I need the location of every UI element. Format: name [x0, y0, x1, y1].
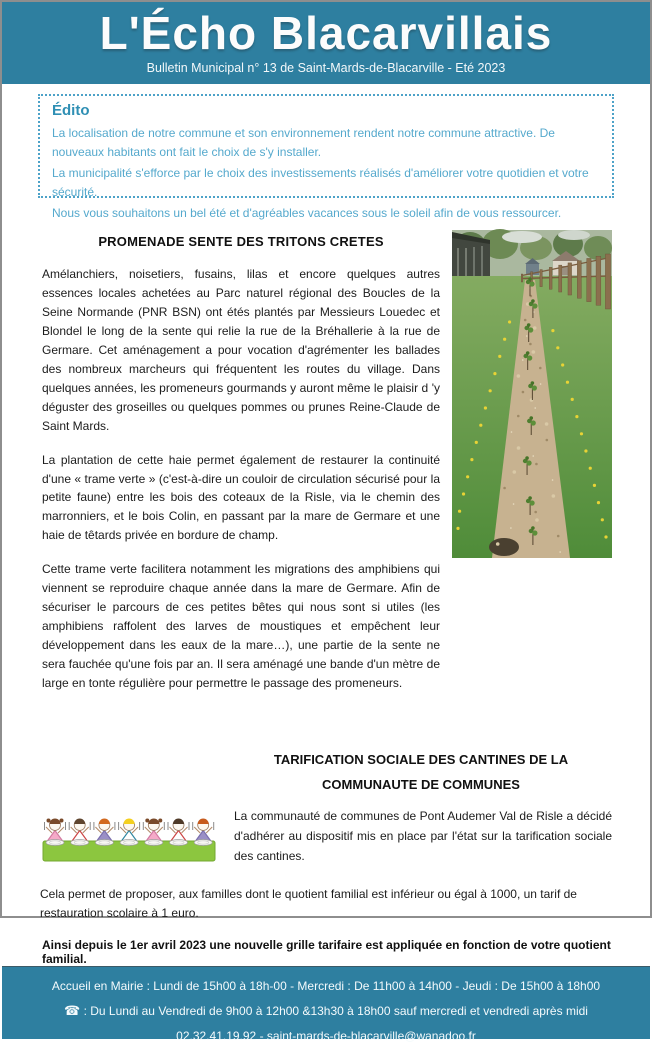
- article-cantines-title: [230, 748, 612, 797]
- bulletin-subtitle: Bulletin Municipal n° 13 de Saint-Mards-de-Blacarville - Eté 2023: [146, 61, 506, 75]
- masthead-banner: [2, 2, 650, 84]
- cantines-body: Cela permet de proposer, aux familles dont le quotient familial est inférieur ou égal à 1000, un tarif de restauration scolaire à 1 euro.: [40, 887, 577, 920]
- bulletin-title: L'Écho Blacarvillais: [99, 7, 553, 59]
- article-paragraph: Cette trame verte facilitera notamment les migrations des amphibiens qui viennent se reproduire chaque année dans la mare de Germare. Afin de sécuriser le parcours de ces petites bêtes qui nous sont si utiles (les amphibiens raffolent des larves de moustiques et empêchent leur développement dans les eaux de la mare…), une partie de la sente ne sera fauchée qu'une fois par an. Il sera aménagé une bande d'un mètre de large en tonte régulière pour permettre le passage des promeneurs.: [42, 562, 440, 691]
- planted-hedge-path-photo: [452, 230, 612, 558]
- article-paragraph: La plantation de cette haie permet également de restaurer la continuité d'une « trame verte » (c'est-à-dire un couloir de circulation sécurisé pour la petite faune) entre les bois des coteaux de la Risle, via le chemin des marronniers, et le bois Colin, en passant par la mare de Germare et une haie de têtards privée en bordure de champ.: [42, 452, 440, 543]
- cantines-intro: La communauté de communes de Pont Audemer Val de Risle a décidé d'adhérer au dispositif mis en place par l'état sur la tarification sociale des cantines.: [234, 809, 612, 863]
- article-paragraph: Amélanchiers, noisetiers, fusains, lilas et encore quelques autres essences locales achetées au Parc naturel régional des Boucles de la Seine Normande (PNR BSN) ont étés plantés par Messieurs Louedec et Blondel le long de la sente qui relie la rue de la Bréhallerie à la rue de Germare. Cet aménagement a pour vocation d'agrémenter les ballades des nombreux marcheurs qui fréquentent les routes du village. Dans quelques années, les promeneurs gourmands y auront même le plaisir d 'y déguster des groseilles ou quelques pommes ou prunes Reine-Claude de Saint Mards.: [42, 267, 440, 433]
- children-school-lunch-clipart: [40, 811, 218, 873]
- footer-opening-hours: Accueil en Mairie : Lundi de 15h00 à 18h-00 - Mercredi : De 11h00 à 14h00 - Jeudi : De 15h00 à 18h00: [51, 978, 601, 993]
- edito-box: [38, 94, 614, 221]
- edito-line: La localisation de notre commune et son environnement rendent notre commune attractive. De nouveaux habitants ont fait le choix de s'y installer.: [52, 126, 555, 159]
- edito-heading: Édito: [52, 102, 90, 119]
- article-tarification-cantines: [40, 748, 612, 966]
- footer-phone-hours: [10, 1003, 642, 1019]
- edito-line: Nous vous souhaitons un bel été et d'agréables vacances sous le soleil afin de vous ressourcer.: [52, 206, 562, 221]
- footer-banner: [2, 966, 650, 1043]
- article-sente-text: [42, 230, 440, 708]
- cantines-highlight: Ainsi depuis le 1er avril 2023 une nouvelle grille tarifaire est appliquée en fonction de votre quotient familial.: [42, 937, 611, 966]
- edito-line: La municipalité s'efforce par le choix des investissements réalisés d'améliorer votre quotidien et votre sécurité.: [52, 166, 589, 199]
- article-sente-tritons: [42, 230, 612, 708]
- cantines-title-line2: COMMUNAUTE DE COMMUNES: [322, 776, 520, 792]
- cantines-row: [40, 805, 612, 873]
- footer-phone-hours-text: : Du Lundi au Vendredi de 9h00 à 12h00 &13h30 à 18h00 sauf mercredi et vendredi après midi: [83, 1003, 588, 1018]
- phone-icon: ☎: [64, 1002, 81, 1018]
- cantines-title-line1: TARIFICATION SOCIALE DES CANTINES DE LA: [273, 752, 569, 768]
- footer-contact: 02.32.41.19.92 - saint-mards-de-blacarville@wanadoo.fr: [176, 1028, 476, 1043]
- article-sente-title: PROMENADE SENTE DES TRITONS CRETES: [98, 234, 384, 249]
